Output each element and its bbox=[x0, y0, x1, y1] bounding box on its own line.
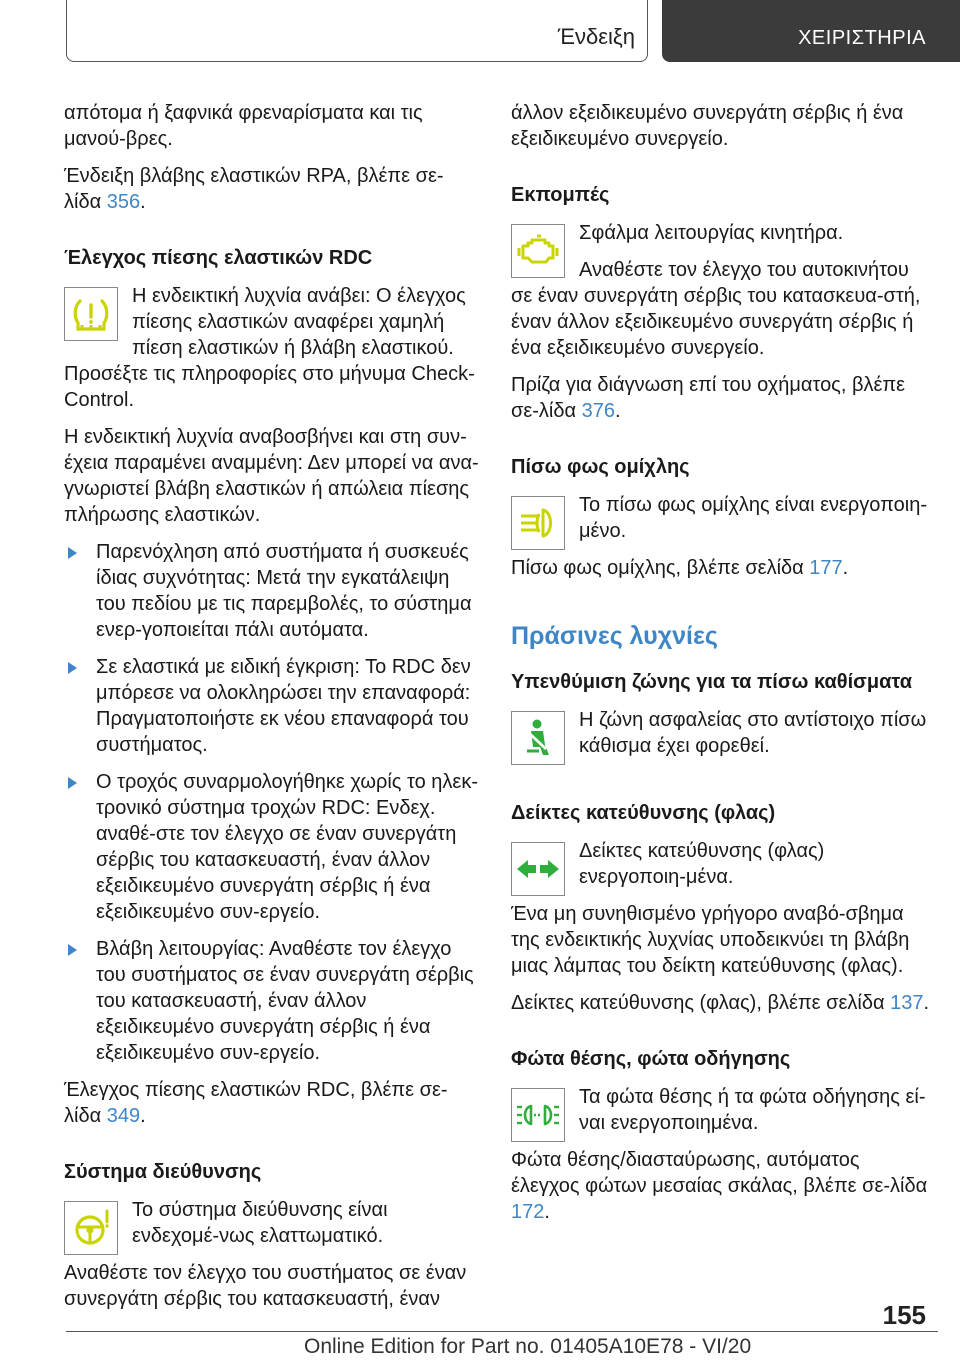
obd-reference: Πρίζα για διάγνωση επί του οχήματος, βλέπε σε-λίδα 376. bbox=[511, 374, 906, 422]
rdc-bullet-list bbox=[64, 539, 480, 1066]
page-link-349[interactable]: 349 bbox=[106, 1105, 141, 1127]
list-item: Βλάβη λειτουργίας: Αναθέστε τον έλεγχο του συστήματος σε έναν συνεργάτη σέρβις του κατασκευαστή, έναν άλλον εξειδικευμένο συνεργάτη σέρβις ή ένα εξειδικευμένο συν-εργείο. bbox=[64, 936, 480, 1066]
bullet-triangle-icon bbox=[68, 944, 77, 956]
emissions-heading: Εκπομπές bbox=[511, 184, 610, 206]
intro-text: απότομα ή ξαφνικά φρεναρίσματα και τις μανού-βρες. bbox=[64, 102, 423, 150]
rdc-text-2: Η ενδεικτική λυχνία αναβοσβήνει και στη συν-έχεια παραμένει αναμμένη: Δεν μπορεί να ανα-γνωριστεί βλάβη ελαστικών ή απώλεια πίεσης πλήρωσης ελαστικών. bbox=[64, 426, 479, 526]
left-column bbox=[64, 100, 480, 1323]
steering-text-1: Το σύστημα διεύθυνσης είναι ενδεχομέ-νως ελαττωματικό. bbox=[132, 1199, 388, 1247]
bullet-triangle-icon bbox=[68, 777, 77, 789]
lights-text-1: Τα φώτα θέσης ή τα φώτα οδήγησης εί-ναι ενεργοποιημένα. bbox=[579, 1086, 926, 1134]
turn-text-2: Ένα μη συνηθισμένο γρήγορο αναβό-σβημα της ενδεικτικής λυχνίας υποδεικνύει τη βλάβη μιας λάμπας του δείκτη κατεύθυνσης (φλας). bbox=[511, 903, 910, 977]
turn-heading: Δείκτες κατεύθυνσης (φλας) bbox=[511, 802, 776, 824]
fog-text-1: Το πίσω φως ομίχλης είναι ενεργοποιη-μένο. bbox=[579, 494, 927, 542]
header-section-title: Ένδειξη bbox=[557, 24, 635, 49]
rdc-heading: Έλεγχος πίεσης ελαστικών RDC bbox=[64, 247, 373, 269]
edition-note: Online Edition for Part no. 01405A10E78 - VI/20 bbox=[304, 1335, 752, 1358]
steering-heading: Σύστημα διεύθυνσης bbox=[64, 1161, 262, 1183]
tire-pressure-icon bbox=[64, 287, 118, 341]
turn-reference: Δείκτες κατεύθυνσης (φλας), βλέπε σελίδα 137. bbox=[511, 992, 930, 1014]
page-link-172[interactable]: 172 bbox=[511, 1201, 545, 1223]
rdc-text-1: Η ενδεικτική λυχνία ανάβει: Ο έλεγχος πίεσης ελαστικών αναφέρει χαμηλή πίεση ελαστικών ή βλάβη ελαστικού. Προσέξτε τις πληροφορίες στο μήνυμα Check-Control. bbox=[64, 285, 475, 411]
belt-heading: Υπενθύμιση ζώνης για τα πίσω καθίσματα bbox=[511, 671, 913, 693]
page-link-376[interactable]: 376 bbox=[581, 400, 615, 422]
steering-text-2: Αναθέστε τον έλεγχο του συστήματος σε έναν συνεργάτη σέρβις του κατασκευαστή, έναν bbox=[64, 1262, 467, 1310]
lights-reference: Φώτα θέσης/διασταύρωσης, αυτόματος έλεγχος φώτων μεσαίας σκάλας, βλέπε σε-λίδα 172. bbox=[511, 1149, 928, 1223]
emissions-text-1: Σφάλμα λειτουργίας κινητήρα. bbox=[579, 222, 844, 244]
seatbelt-icon bbox=[511, 711, 565, 765]
check-engine-icon bbox=[511, 224, 565, 278]
rpa-reference: Ένδειξη βλάβης ελαστικών RPA, βλέπε σε-λίδα 356. bbox=[64, 165, 444, 213]
parking-light-icon bbox=[511, 1088, 565, 1142]
steering-fault-icon bbox=[64, 1201, 118, 1255]
green-lights-heading: Πράσινες λυχνίες bbox=[511, 622, 718, 650]
fog-heading: Πίσω φως ομίχλης bbox=[511, 456, 690, 478]
page-link-356[interactable]: 356 bbox=[106, 191, 141, 213]
bullet-triangle-icon bbox=[68, 547, 77, 559]
fog-reference: Πίσω φως ομίχλης, βλέπε σελίδα 177. bbox=[511, 557, 849, 579]
list-item: Παρενόχληση από συστήματα ή συσκευές ίδιας συχνότητας: Μετά την εγκατάλειψη του πεδίου με τις παρεμβολές, το σύστημα ενερ-γοποιείται πάλι αυτόματα. bbox=[64, 539, 480, 643]
header-chapter-title: ΧΕΙΡΙΣΤΗΡΙΑ bbox=[798, 27, 926, 49]
bullet-triangle-icon bbox=[68, 662, 77, 674]
header-chapter-tab bbox=[662, 0, 960, 62]
header-section-tab bbox=[66, 0, 648, 62]
lights-heading: Φώτα θέσης, φώτα οδήγησης bbox=[511, 1048, 791, 1070]
page-link-137[interactable]: 137 bbox=[890, 992, 924, 1014]
list-item: Ο τροχός συναρμολογήθηκε χωρίς το ηλεκ-τρονικό σύστημα τροχών RDC: Ενδεχ. αναθέ-στε τον έλεγχο σε έναν συνεργάτη σέρβις του κατασκευαστή, έναν άλλον εξειδικευμένο συνεργάτη σέρβις ή ένα εξειδικευμένο συν-εργείο. bbox=[64, 769, 480, 925]
continued-text: άλλον εξειδικευμένο συνεργάτη σέρβις ή ένα εξειδικευμένο συνεργείο. bbox=[511, 102, 904, 150]
right-column bbox=[511, 100, 931, 1236]
footer-divider bbox=[66, 1331, 938, 1332]
turn-text-1: Δείκτες κατεύθυνσης (φλας) ενεργοποιη-μένα. bbox=[579, 840, 825, 888]
rear-fog-light-icon bbox=[511, 496, 565, 550]
turn-signal-icon bbox=[511, 842, 565, 896]
rdc-reference: Έλεγχος πίεσης ελαστικών RDC, βλέπε σε-λίδα 349. bbox=[64, 1079, 448, 1127]
emissions-text-2: Αναθέστε τον έλεγχο του αυτοκινήτου σε έναν συνεργάτη σέρβις του κατασκευα-στή, έναν άλλον εξειδικευμένο συνεργάτη σέρβις ή ένα εξειδικευμένο συνεργείο. bbox=[511, 259, 921, 359]
list-item: Σε ελαστικά με ειδική έγκριση: Το RDC δεν μπόρεσε να ολοκληρώσει την επαναφορά: Πραγματοποιήστε εκ νέου επαναφορά του συστήματος. bbox=[64, 654, 480, 758]
page-link-177[interactable]: 177 bbox=[809, 557, 843, 579]
page-number: 155 bbox=[882, 1300, 926, 1330]
belt-text-1: Η ζώνη ασφαλείας στο αντίστοιχο πίσω κάθισμα έχει φορεθεί. bbox=[579, 709, 927, 757]
